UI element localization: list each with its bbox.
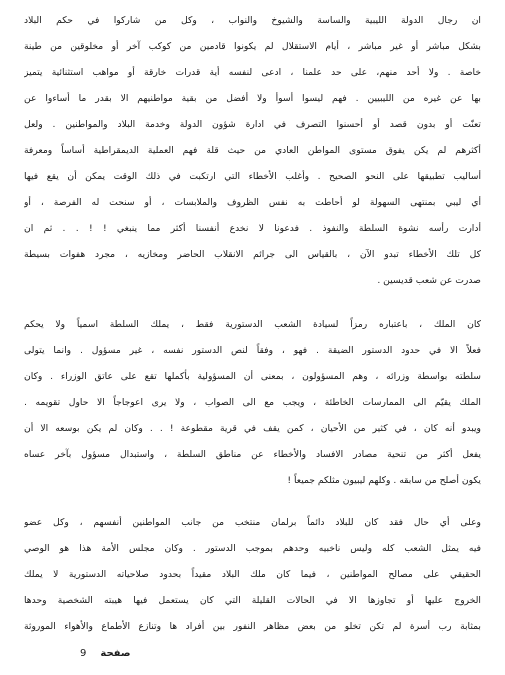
text-line: وعلى أي حال فقد كان للبلاد دائماً برلمان منتخب من جانب المواطنين أنفسهم ، وكل عضو [24,517,481,528]
text-line: يكون أصلح من سابقه . وكلهم ليبيون مثلكم جميعاً ! [287,475,481,486]
text-line: كان الملك ، باعتباره رمزاً لسيادة الشعب الدستورية فقط ، يملك السلطة اسمياً ولا يحكم [24,319,481,330]
text-line: سلطته بواسطة وزرائه ، وهم المسؤولون ، بمعنى أن المسؤولية بأكملها تقع على عاتق الوزراء . وكان [24,371,481,382]
text-line: يفعل أكثر من تنحية مصادر الافساد والأخطاء عن مناطق السلطة ، واستبدال مسؤول بآخر عساه [24,449,481,460]
text-line: بها عن غيره من الليبيين . فهم ليسوا أسوأ ولا أفضل من بقية مواطنيهم الا بقدر ما أساءوا عن [24,93,481,104]
text-line: ويبدو أنه كان ، في كثير من الأحيان ، كمن يقف في قرية مقطوعة ! . . وكان لم يكن بوسعه الا أن [24,423,481,434]
text-line: تعنّت أو بدون قصد أو أحسنوا التصرف في ادارة شؤون الدولة وخدمة البلاد والمواطنين . ولعل [24,119,481,130]
text-line: بشكل مباشر أو غير مباشر ، أيام الاستقلال لم يكونوا قادمين من كوكب آخر أو مخلوقين من طينة [24,41,481,52]
text-line: أدارت رأسه نشوة السلطة والنفوذ . فدعونا لا نخدع أنفسنا أكثر مما ينبغي ! ! . . ثم ان [24,223,481,234]
text-line: كل تلك الأخطاء تبدو الآن ، بالقياس الى جرائم الانقلاب الحاضر ومخازيه ، مجرد هفوات بسيطة [24,249,481,260]
text-line: صدرت عن شعب قديسين . [377,275,481,286]
paragraph-2 [24,312,481,494]
page-label: صفحة [100,648,131,659]
page-number: 9 [80,648,87,659]
text-line: الحقيقي على مصالح المواطنين ، فيما كان ملك البلاد مقيداً بحدود صلاحياته الدستورية لا يملك [24,569,481,580]
paragraph-3 [24,510,481,640]
text-line: الملك يقيّم الى الممارسات الخاطئة ، ويجب مع الى الصواب ، ولا يرى اعوجاجاً الا حاول تقويمه . [24,397,481,408]
text-line: أساليب تطبيقها على النحو الصحيح . وأغلب الأخطاء التي ارتكبت في ذلك الوقت يمكن أن يقع فيها [24,171,481,182]
text-line: أكثرهم لم يكن يفوق مستوى المواطن العادي من حيث قلة فهم العملية الديمقراطية أساساً ومعرفة [24,145,481,156]
page-footer [80,648,131,659]
paragraph-1 [24,8,481,294]
text-line: الخروج عليها أو تجاوزها الا في الحالات القليلة التي كان يستعمل فيها هيبته الشخصية وحدها [24,595,481,606]
text-line: أي ليبي بمنتهى السهولة لو أحاطت به نفس الظروف والملابسات ، أو سنحت له الفرصة ، أو [24,197,481,208]
text-line: خاصة . ولا أحد منهم، على حد علمنا ، ادعى لنفسه أية قدرات خارقة أو مواهب استثنائية يتميز [24,67,481,78]
text-line: بمثابة رب أسرة لم تكن تخلو من بعض مظاهر النفور بين أفراد ها وتنازع الأطماع والأهواء الموروثة [24,621,481,632]
text-line: فيه يمثل الشعب كله وليس ناخبيه وحدهم بموجب الدستور . وكان مجلس الأمة هذا هو الوصي [24,543,481,554]
text-line: ان رجال الدولة الليبية والساسة والشيوخ والنواب ، وكل من شاركوا في حكم البلاد [24,15,481,26]
text-line: فعلاً الا في حدود الدستور الضيقة . فهو ، وفقاً لنص الدستور نفسه ، غير مسؤول . وانما يتولى [24,345,481,356]
